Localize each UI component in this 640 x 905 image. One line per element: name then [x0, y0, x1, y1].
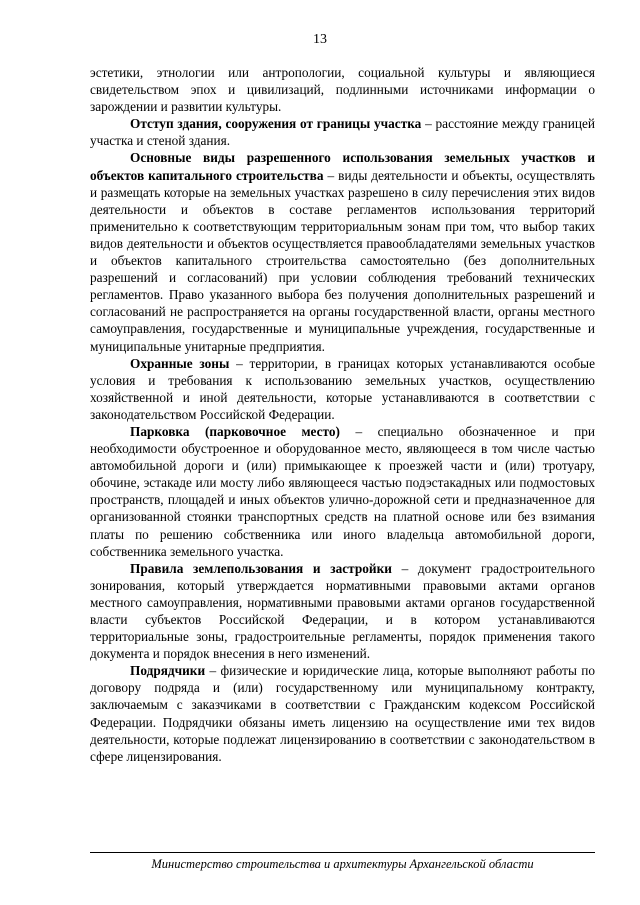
term: Правила землепользования и застройки [130, 560, 392, 576]
page-number: 13 [313, 32, 327, 47]
definition: – документ градостроительного зонирования, который утверждается нормативными правовыми актами органов местного самоуправления, нормативными правовыми актами органов государственной власти субъектов Российской Федерации, и в котором устанавливаются территориальные зоны, градостроительные регламенты, порядок применения такого документа и порядок внесения в него изменений. [90, 560, 595, 662]
footer: Министерство строительства и архитектуры Архангельской области [151, 857, 534, 871]
definition-entry [90, 149, 595, 354]
continuation-paragraph: эстетики, этнологии или антропологии, социальной культуры и являющиеся свидетельством эпох и цивилизаций, подлинными источниками информации о зарождении и развитии культуры. [90, 65, 595, 115]
definition-entry [90, 115, 595, 149]
definition-entry [90, 662, 595, 765]
term: Парковка (парковочное место) [130, 423, 340, 439]
definition-entry [90, 423, 595, 560]
definition-entry [90, 355, 595, 423]
term: Отступ здания, сооружения от границы участка [130, 116, 422, 132]
definition: – физические и юридические лица, которые выполняют работы по договору подряда и (или) государственному или муниципальному контракту, заключаемым с заказчиками в соответствии с Гражданским кодексом Российской Федерации. Подрядчики обязаны иметь лицензию на осуществление ими тех видов деятельности, которые подлежат лицензированию в соответствии с законодательством в сфере лицензирования. [90, 663, 595, 764]
definition-entry [90, 560, 595, 663]
definition: – территории, в границах которых устанавливаются особые условия и требования к использованию земельных участков, осуществлению хозяйственной и иной деятельности, которые устанавливаются в соответствии с законодательством Российской Федерации. [90, 355, 595, 422]
footer-divider [90, 852, 595, 853]
definition: – специально обозначенное и при необходимости обустроенное и оборудованное место, являющееся в том числе частью автомобильной дороги и (или) примыкающее к проезжей части и (или) тротуару, обочине, эстакаде или мосту либо являющееся частью подэстакадных или подмостовых пространств, площадей и иных объектов улично-дорожной сети и предназначенное для организованной стоянки транспортных средств на платной основе или без взимания платы по решению собственника или иного владельца автомобильной дороги, собственника земельного участка. [90, 423, 596, 559]
term: Основные виды разрешенного использования земельных участков и объектов капитального строительства [90, 150, 595, 183]
definition: – расстояние между границей участка и стеной здания. [90, 116, 595, 149]
term: Подрядчики [130, 663, 206, 679]
document-body [90, 64, 595, 765]
term: Охранные зоны [130, 355, 230, 371]
definition: – виды деятельности и объекты, осуществлять и размещать которые на земельных участках разрешено в силу перечисления этих видов деятельности и объектов в составе регламентов использования территорий применительно к соответствующим территориальным зонам при том, что выбор таких видов деятельности и объектов осуществляется правообладателями земельных участков и объектов капитального строительства самостоятельно (без дополнительных разрешений и согласований) при условии соблюдения требований технических регламентов. Право указанного выбора без получения дополнительных разрешений и согласований не распространяется на органы государственной власти, органы местного самоуправления, государственные и муниципальные учреждения, государственные и муниципальные унитарные предприятия. [90, 167, 595, 354]
